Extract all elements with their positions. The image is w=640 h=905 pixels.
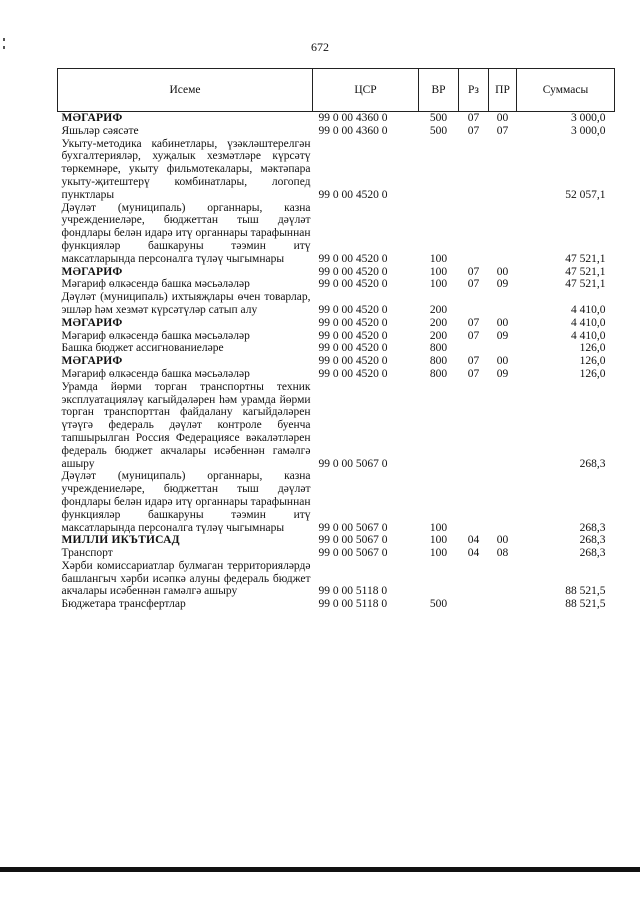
row-vr: 100 — [429, 547, 448, 560]
row-name: МӘГАРИФ — [61, 265, 123, 278]
row-rz: 07 — [467, 316, 480, 329]
row-rz: 07 — [467, 329, 480, 342]
row-sum: 4 410,0 — [571, 303, 606, 316]
row-vr: 100 — [429, 278, 448, 291]
row-sum: 88 521,5 — [565, 585, 606, 598]
row-name: МӘГАРИФ — [61, 316, 123, 329]
row-pr — [489, 560, 517, 598]
row-name: МӘГАРИФ — [61, 355, 123, 368]
table-row — [58, 355, 615, 368]
row-vr: 100 — [429, 252, 448, 265]
budget-table — [57, 68, 615, 611]
row-vr: 100 — [429, 521, 448, 534]
table-row — [58, 330, 615, 343]
row-name: Хәрби комиссариатлар булмаган территорияләрдә башлангыч хәрби исәпкә алуны федераль бюджет акчалары исәбеннән гамәлгә ашыру — [61, 559, 311, 598]
row-csr: 99 0 00 5067 0 — [318, 534, 388, 547]
row-vr — [419, 138, 459, 202]
row-sum: 126,0 — [579, 342, 606, 355]
row-sum: 4 410,0 — [571, 316, 606, 329]
row-sum: 268,3 — [579, 547, 606, 560]
row-csr: 99 0 00 5067 0 — [318, 457, 388, 470]
row-csr: 99 0 00 4520 0 — [318, 303, 388, 316]
row-sum: 47 521,1 — [565, 252, 606, 265]
row-sum: 3 000,0 — [571, 124, 606, 137]
row-pr — [489, 598, 517, 611]
row-csr: 99 0 00 5118 0 — [318, 585, 388, 598]
row-pr — [489, 381, 517, 471]
row-sum: 4 410,0 — [571, 329, 606, 342]
row-csr: 99 0 00 4520 0 — [318, 278, 388, 291]
table-row — [58, 381, 615, 471]
row-rz — [459, 342, 489, 355]
row-rz: 07 — [467, 355, 480, 368]
row-csr: 99 0 00 5067 0 — [318, 521, 388, 534]
row-name: Яшьләр сәясәте — [61, 124, 139, 137]
row-vr: 200 — [429, 303, 448, 316]
row-csr: 99 0 00 4520 0 — [318, 355, 388, 368]
row-sum: 126,0 — [579, 355, 606, 368]
row-csr: 99 0 00 4520 0 — [318, 188, 388, 201]
table-row — [58, 598, 615, 611]
table-row — [58, 342, 615, 355]
row-rz: 07 — [467, 124, 480, 137]
row-vr: 100 — [429, 534, 448, 547]
row-sum: 52 057,1 — [565, 188, 606, 201]
row-vr: 800 — [429, 355, 448, 368]
row-rz: 07 — [467, 112, 480, 124]
row-sum: 126,0 — [579, 367, 606, 380]
row-rz — [459, 381, 489, 471]
row-pr — [489, 138, 517, 202]
scan-mark — [3, 38, 5, 41]
row-sum: 3 000,0 — [571, 112, 606, 124]
row-name: МӘГАРИФ — [61, 112, 123, 124]
bottom-rule — [0, 867, 640, 872]
header-csr: ЦСР — [313, 69, 419, 112]
header-vr: ВР — [419, 69, 459, 112]
row-vr: 200 — [429, 316, 448, 329]
row-vr: 500 — [429, 112, 448, 124]
row-csr: 99 0 00 4520 0 — [318, 329, 388, 342]
row-csr: 99 0 00 5118 0 — [318, 598, 388, 611]
table-row — [58, 547, 615, 560]
row-name: Мәгариф өлкәсендә башка мәсьәләләр — [61, 367, 250, 380]
row-csr: 99 0 00 4520 0 — [318, 252, 388, 265]
row-name: Башка бюджет ассигнованиеләре — [61, 342, 224, 355]
row-csr: 99 0 00 4520 0 — [318, 265, 388, 278]
page-number: 672 — [311, 40, 329, 54]
row-name: МИЛЛИ ИКЪТИСАД — [61, 534, 180, 547]
row-pr: 00 — [496, 265, 509, 278]
table-row — [58, 291, 615, 317]
row-name: Транспорт — [61, 547, 113, 560]
row-vr — [419, 560, 459, 598]
row-pr — [489, 470, 517, 534]
row-pr: 00 — [496, 316, 509, 329]
row-vr: 200 — [429, 329, 448, 342]
row-pr: 00 — [496, 534, 509, 547]
row-name: Мәгариф өлкәсендә башка мәсьәләләр — [61, 278, 250, 291]
row-sum: 88 521,5 — [565, 598, 606, 611]
row-name: Дәүләт (муниципаль) ихтыяҗлары өчен товарлар, эшләр һәм хезмәт күрсәтүләр сатып алу — [61, 291, 311, 316]
row-csr: 99 0 00 4520 0 — [318, 342, 388, 355]
row-rz: 07 — [467, 367, 480, 380]
row-vr: 500 — [429, 598, 448, 611]
table-body — [58, 112, 615, 612]
row-sum: 268,3 — [579, 521, 606, 534]
header-pr: ПР — [489, 69, 517, 112]
row-pr — [489, 342, 517, 355]
row-pr: 08 — [496, 547, 509, 560]
row-pr: 09 — [496, 278, 509, 291]
row-rz — [459, 291, 489, 317]
row-pr: 09 — [496, 367, 509, 380]
table-row — [58, 317, 615, 330]
row-pr: 00 — [496, 112, 509, 124]
header-sum: Суммасы — [517, 69, 615, 112]
table-row — [58, 138, 615, 202]
row-pr: 07 — [496, 124, 509, 137]
row-rz — [459, 560, 489, 598]
budget-table-container — [57, 68, 614, 611]
table-header-row — [58, 69, 615, 112]
row-name: Дәүләт (муниципаль) органнары, казна учреждениеләре, бюджеттан тыш дәүләт фондлары белән идарә итү органнары тарафыннан функцияләр башкаруны тәэмин итү максатларында персоналга түләү чыгымнары — [61, 201, 311, 265]
row-sum: 47 521,1 — [565, 265, 606, 278]
table-row — [58, 125, 615, 138]
header-name: Исеме — [58, 69, 313, 112]
row-name: Укыту-методика кабинетлары, үзәкләштерелгән бухгалтерияләр, хуҗалык хезмәтләре күрсәтү төркемнәре, укыту фильмотекалары, мәктәпара укыту-җитештерү комбинатлары, логопед пунктлары — [61, 137, 311, 201]
row-rz — [459, 138, 489, 202]
row-name: Дәүләт (муниципаль) органнары, казна учреждениеләре, бюджеттан тыш дәүләт фондлары белән идарә итү органнары тарафыннан функцияләр башкаруны тәэмин итү максатларында персоналга түләү чыгымнары — [61, 470, 311, 534]
row-sum: 268,3 — [579, 534, 606, 547]
row-rz: 04 — [467, 534, 480, 547]
row-rz: 04 — [467, 547, 480, 560]
table-row — [58, 368, 615, 381]
row-csr: 99 0 00 4520 0 — [318, 367, 388, 380]
row-rz — [459, 598, 489, 611]
row-rz — [459, 202, 489, 266]
row-csr: 99 0 00 5067 0 — [318, 547, 388, 560]
row-pr: 00 — [496, 355, 509, 368]
table-row — [58, 278, 615, 291]
header-rz: Рз — [459, 69, 489, 112]
row-vr: 800 — [429, 342, 448, 355]
table-row — [58, 202, 615, 266]
row-sum: 47 521,1 — [565, 278, 606, 291]
row-name: Бюджетара трансфертлар — [61, 598, 186, 611]
row-vr: 100 — [429, 265, 448, 278]
row-name: Мәгариф өлкәсендә башка мәсьәләләр — [61, 329, 250, 342]
row-vr — [419, 381, 459, 471]
table-row — [58, 266, 615, 279]
row-pr — [489, 291, 517, 317]
row-pr — [489, 202, 517, 266]
row-csr: 99 0 00 4360 0 — [318, 124, 388, 137]
row-rz: 07 — [467, 265, 480, 278]
table-row — [58, 112, 615, 125]
row-pr: 09 — [496, 329, 509, 342]
table-row — [58, 534, 615, 547]
table-row — [58, 560, 615, 598]
scan-mark — [3, 46, 5, 49]
row-csr: 99 0 00 4360 0 — [318, 112, 388, 124]
row-name: Урамда йөрми торган транспортны техник эксплуатацияләү кагыйдәләрен һәм урамда йөрми торган транспорттан файдалану кагыйдәләрен үтәүгә федераль дәүләт контроле буенча тапшырылган Россия Федерациясе вәкаләтләрен федераль бюджет акчалары исәбеннән гамәлгә ашыру — [61, 380, 311, 470]
row-rz — [459, 470, 489, 534]
row-rz: 07 — [467, 278, 480, 291]
table-row — [58, 470, 615, 534]
row-csr: 99 0 00 4520 0 — [318, 316, 388, 329]
row-vr: 500 — [429, 124, 448, 137]
row-vr: 800 — [429, 367, 448, 380]
row-sum: 268,3 — [579, 457, 606, 470]
